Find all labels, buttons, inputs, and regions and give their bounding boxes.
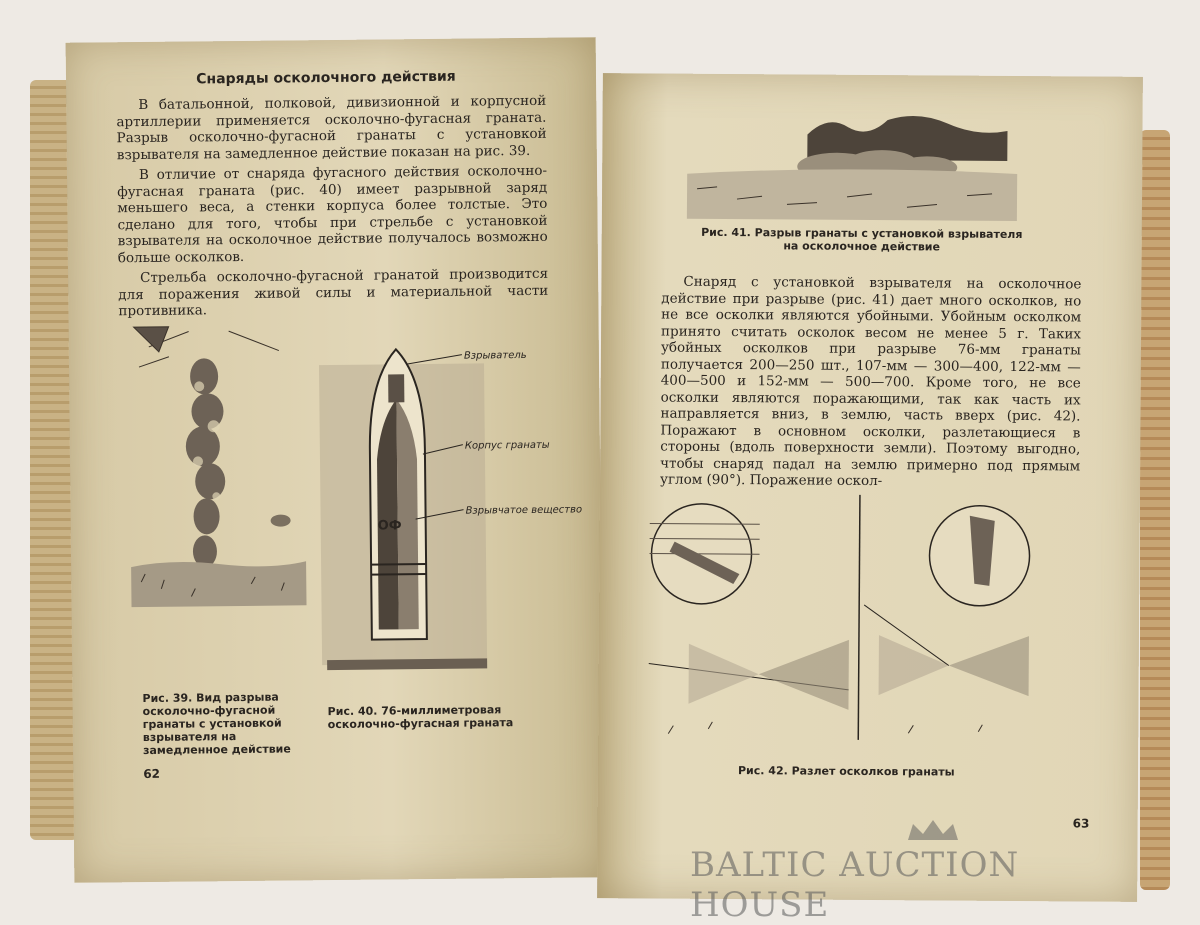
page-number-left: 62 xyxy=(143,766,161,782)
crown-icon xyxy=(903,818,963,848)
fig39-caption: Рис. 39. Вид разрыва осколочно-фугасной гранаты с установкой взрывателя на замедленное действие xyxy=(142,690,291,758)
left-page xyxy=(66,37,605,883)
fig41-caption: Рис. 41. Разрыв гранаты с установкой взрывателя на осколочное действие xyxy=(701,225,1023,254)
fig40-shell-illustration xyxy=(314,338,583,681)
body-label: Корпус гранаты xyxy=(464,439,550,452)
fuze-label: Взрыватель xyxy=(463,349,527,362)
fig40-caption: Рис. 40. 76-миллиметровая осколочно-фугасная граната xyxy=(327,703,514,732)
right-paragraph-1: Снаряд с установкой взрывателя на осколочное действие при разрыве (рис. 41) дает много осколков, но не все осколки являются убойными. Убойным осколком принято считать осколок весом не менее 5 г. Таких убойных осколков при разрыве 76-мм гранаты получается 200—250 шт., 107-мм — 300—400, 122-мм — 400—500 и 152-мм — 500—700. Кроме того, не все осколки являются поражающими, так как часть их направляется вниз, в землю, часть вверх (рис. 42). Поражают в основном осколки, разлетающиеся в стороны (вдоль поверхности земли). Поэтому выгодно, чтобы снаряд падал на землю примерно под прямым углом (90°). Поражение оскол- xyxy=(659,273,1082,490)
section-heading: Снаряды осколочного действия xyxy=(196,68,456,88)
explosive-label: Взрывчатое вещество xyxy=(465,504,583,517)
open-book xyxy=(30,20,1170,900)
watermark-text: BALTIC AUCTION HOUSE xyxy=(690,845,1020,925)
fig39-explosion-illustration xyxy=(129,325,307,607)
left-paragraph-1: В батальонной, полковой, дивизионной и корпусной артиллерии применяется осколочно-фугасная граната. Разрыв осколочно-фугасной гранаты с установкой взрывателя на замедленное действие показан на рис. 39. xyxy=(116,92,547,163)
page-stack-right xyxy=(1140,130,1170,890)
of-marking: ОФ xyxy=(377,518,402,534)
page-number-right: 63 xyxy=(1072,816,1090,831)
left-paragraph-3: Стрельба осколочно-фугасной гранатой производится для поражения живой силы и материальной части противника. xyxy=(118,265,549,320)
fig42-fragment-spread-illustration xyxy=(648,493,1070,746)
fig41-burst-illustration xyxy=(687,104,1018,221)
fig42-caption: Рис. 42. Разлет осколков гранаты xyxy=(737,764,955,779)
left-paragraph-2: В отличие от снаряда фугасного действия осколочно-фугасная граната (рис. 40) имеет разрывной заряд меньшего веса, а стенки корпуса более толстые. Это сделано для того, чтобы при стрельбе с установкой взрывателя на осколочное действие получалось возможно больше осколков. xyxy=(117,162,548,266)
right-page xyxy=(597,73,1143,902)
